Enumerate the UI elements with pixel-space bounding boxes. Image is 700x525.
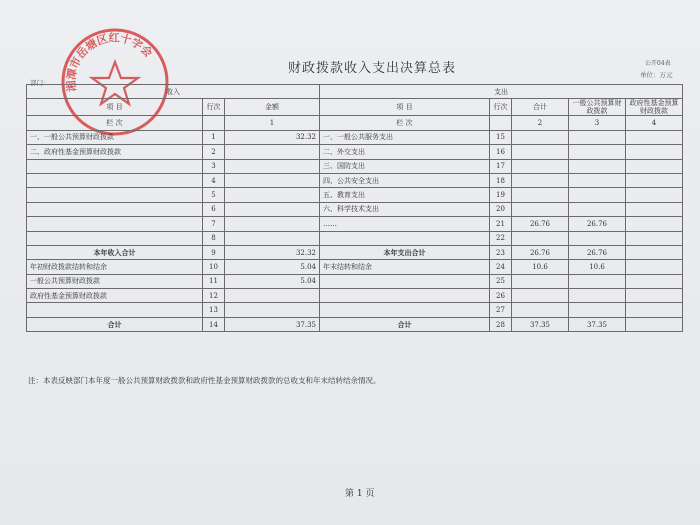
cell-in-item: 合计 bbox=[27, 317, 203, 331]
cell-in-no: 7 bbox=[203, 217, 225, 231]
table-row bbox=[27, 173, 683, 187]
income-item-header: 项 目 bbox=[27, 99, 203, 116]
page-title: 财政拨款收入支出决算总表 bbox=[288, 61, 457, 76]
cell-f bbox=[626, 231, 683, 245]
cell-in-no: 2 bbox=[203, 145, 225, 159]
cell-f bbox=[626, 245, 683, 259]
cell-t bbox=[512, 202, 569, 216]
cell-out-item bbox=[320, 274, 490, 288]
footnote: 注：本表反映部门本年度一般公共预算财政拨款和政府性基金预算财政拨款的总收支和年末结转结余情况。 bbox=[28, 376, 381, 385]
cell-f bbox=[626, 317, 683, 331]
table-row bbox=[27, 188, 683, 202]
cell-f bbox=[626, 202, 683, 216]
cell-out-item bbox=[320, 231, 490, 245]
cell-in-no: 1 bbox=[203, 130, 225, 144]
cell-in-item: 本年收入合计 bbox=[27, 245, 203, 259]
cell-out-no: 15 bbox=[490, 130, 512, 144]
cell-out-item: 五、教育支出 bbox=[320, 188, 490, 202]
cell-t bbox=[512, 188, 569, 202]
cell-f bbox=[626, 188, 683, 202]
cell-in-amt: 5.04 bbox=[225, 260, 320, 274]
cell-f bbox=[626, 130, 683, 144]
expense-header: 支出 bbox=[320, 85, 683, 99]
cell-f bbox=[626, 217, 683, 231]
cell-in-amt bbox=[225, 159, 320, 173]
table-row bbox=[27, 274, 683, 288]
cell-in-amt: 32.32 bbox=[225, 130, 320, 144]
cell-t bbox=[512, 145, 569, 159]
cell-t bbox=[512, 231, 569, 245]
cell-in-no: 3 bbox=[203, 159, 225, 173]
cell-in-item: 年初财政拨款结转和结余 bbox=[27, 260, 203, 274]
cell-f bbox=[626, 274, 683, 288]
seal-text: 湘潭市岳塘区红十字会 bbox=[64, 31, 155, 93]
cell-g: 26.76 bbox=[569, 217, 626, 231]
cell-in-item bbox=[27, 188, 203, 202]
cell-in-amt bbox=[225, 145, 320, 159]
cell-out-no: 24 bbox=[490, 260, 512, 274]
cell-out-no: 20 bbox=[490, 202, 512, 216]
cell-out-item: 六、科学技术支出 bbox=[320, 202, 490, 216]
cell-t bbox=[512, 159, 569, 173]
table-row bbox=[27, 231, 683, 245]
table-row bbox=[27, 217, 683, 231]
cell-in-item: 一般公共预算财政拨款 bbox=[27, 274, 203, 288]
cell-in-amt: 37.35 bbox=[225, 317, 320, 331]
cell-in-amt bbox=[225, 289, 320, 303]
expense-item-header: 项 目 bbox=[320, 99, 490, 116]
general-budget-header: 一般公共预算财政拨款 bbox=[569, 99, 626, 116]
cell-out-no: 19 bbox=[490, 188, 512, 202]
cell-in-amt: 5.04 bbox=[225, 274, 320, 288]
cell-in-amt bbox=[225, 303, 320, 317]
cell-t: 26.76 bbox=[512, 245, 569, 259]
cell-g bbox=[569, 130, 626, 144]
cell-out-no: 17 bbox=[490, 159, 512, 173]
cell-t: 26.76 bbox=[512, 217, 569, 231]
cell-in-no: 5 bbox=[203, 188, 225, 202]
cell-t bbox=[512, 303, 569, 317]
cell-in-amt bbox=[225, 173, 320, 187]
cell-out-no: 21 bbox=[490, 217, 512, 231]
cell-in-no: 14 bbox=[203, 317, 225, 331]
cell-in-no: 8 bbox=[203, 231, 225, 245]
table-row bbox=[27, 317, 683, 331]
cell-in-item: 政府性基金预算财政拨款 bbox=[27, 289, 203, 303]
col-label: 栏 次 bbox=[27, 116, 203, 130]
cell-in-no: 12 bbox=[203, 289, 225, 303]
cell-out-no: 27 bbox=[490, 303, 512, 317]
cell-out-item: 三、国防支出 bbox=[320, 159, 490, 173]
cell-out-item: 一、一般公共服务支出 bbox=[320, 130, 490, 144]
cell-g bbox=[569, 188, 626, 202]
table-row bbox=[27, 289, 683, 303]
cell-in-no: 13 bbox=[203, 303, 225, 317]
cell-g bbox=[569, 303, 626, 317]
cell-in-amt bbox=[225, 231, 320, 245]
cell-in-item: 二、政府性基金预算财政拨款 bbox=[27, 145, 203, 159]
cell-g bbox=[569, 202, 626, 216]
cell-in-amt bbox=[225, 217, 320, 231]
cell-in-no: 9 bbox=[203, 245, 225, 259]
table-row bbox=[27, 130, 683, 144]
cell-in-amt bbox=[225, 188, 320, 202]
cell-out-no: 28 bbox=[490, 317, 512, 331]
cell-in-item bbox=[27, 202, 203, 216]
cell-out-item: 本年支出合计 bbox=[320, 245, 490, 259]
cell-g bbox=[569, 173, 626, 187]
table-row bbox=[27, 245, 683, 259]
cell-t: 37.35 bbox=[512, 317, 569, 331]
table-row bbox=[27, 202, 683, 216]
cell-g bbox=[569, 231, 626, 245]
cell-f bbox=[626, 173, 683, 187]
budget-table bbox=[26, 84, 683, 332]
cell-out-item: 年末结转和结余 bbox=[320, 260, 490, 274]
col-number: 1 bbox=[225, 116, 320, 130]
total-header: 合计 bbox=[512, 99, 569, 116]
page-number: 第 1 页 bbox=[345, 489, 375, 499]
cell-in-item bbox=[27, 159, 203, 173]
col-number: 2 bbox=[512, 116, 569, 130]
cell-g bbox=[569, 274, 626, 288]
table-row bbox=[27, 159, 683, 173]
cell-out-no: 16 bbox=[490, 145, 512, 159]
cell-g: 26.76 bbox=[569, 245, 626, 259]
cell-in-amt: 32.32 bbox=[225, 245, 320, 259]
department-label: 部门： bbox=[30, 79, 50, 87]
expense-row-no-header: 行次 bbox=[490, 99, 512, 116]
gov-fund-header: 政府性基金预算财政拨款 bbox=[626, 99, 683, 116]
cell-in-no: 11 bbox=[203, 274, 225, 288]
cell-in-item: 一、一般公共预算财政拨款 bbox=[27, 130, 203, 144]
cell-g bbox=[569, 159, 626, 173]
cell-t bbox=[512, 130, 569, 144]
cell-f bbox=[626, 260, 683, 274]
cell-out-no: 26 bbox=[490, 289, 512, 303]
cell-out-item bbox=[320, 289, 490, 303]
income-row-no-header: 行次 bbox=[203, 99, 225, 116]
amount-header: 金额 bbox=[225, 99, 320, 116]
cell-out-item: 二、外交支出 bbox=[320, 145, 490, 159]
cell-in-no: 10 bbox=[203, 260, 225, 274]
svg-text:湘潭市岳塘区红十字会 bbox=[64, 30, 156, 92]
cell-g bbox=[569, 289, 626, 303]
cell-g: 10.6 bbox=[569, 260, 626, 274]
unit-label: 单位：万元 bbox=[640, 71, 673, 79]
cell-in-no: 6 bbox=[203, 202, 225, 216]
table-row bbox=[27, 145, 683, 159]
cell-out-no: 18 bbox=[490, 173, 512, 187]
cell-in-item bbox=[27, 217, 203, 231]
cell-f bbox=[626, 145, 683, 159]
cell-f bbox=[626, 289, 683, 303]
form-number: 公开04表 bbox=[645, 60, 671, 67]
cell-out-no: 23 bbox=[490, 245, 512, 259]
cell-t bbox=[512, 274, 569, 288]
cell-g: 37.35 bbox=[569, 317, 626, 331]
cell-in-amt bbox=[225, 202, 320, 216]
cell-t bbox=[512, 289, 569, 303]
cell-out-no: 22 bbox=[490, 231, 512, 245]
cell-out-item: 四、公共安全支出 bbox=[320, 173, 490, 187]
income-header: 收入 bbox=[27, 85, 320, 99]
cell-f bbox=[626, 159, 683, 173]
cell-in-item bbox=[27, 303, 203, 317]
col-number: 3 bbox=[569, 116, 626, 130]
cell-t: 10.6 bbox=[512, 260, 569, 274]
cell-g bbox=[569, 145, 626, 159]
col-number: 4 bbox=[626, 116, 683, 130]
col-label: 栏 次 bbox=[320, 116, 490, 130]
table-row bbox=[27, 260, 683, 274]
cell-out-item: …… bbox=[320, 217, 490, 231]
cell-out-item bbox=[320, 303, 490, 317]
cell-f bbox=[626, 303, 683, 317]
cell-t bbox=[512, 173, 569, 187]
cell-in-item bbox=[27, 231, 203, 245]
cell-out-no: 25 bbox=[490, 274, 512, 288]
cell-in-no: 4 bbox=[203, 173, 225, 187]
table-row bbox=[27, 303, 683, 317]
cell-out-item: 合计 bbox=[320, 317, 490, 331]
cell-in-item bbox=[27, 173, 203, 187]
